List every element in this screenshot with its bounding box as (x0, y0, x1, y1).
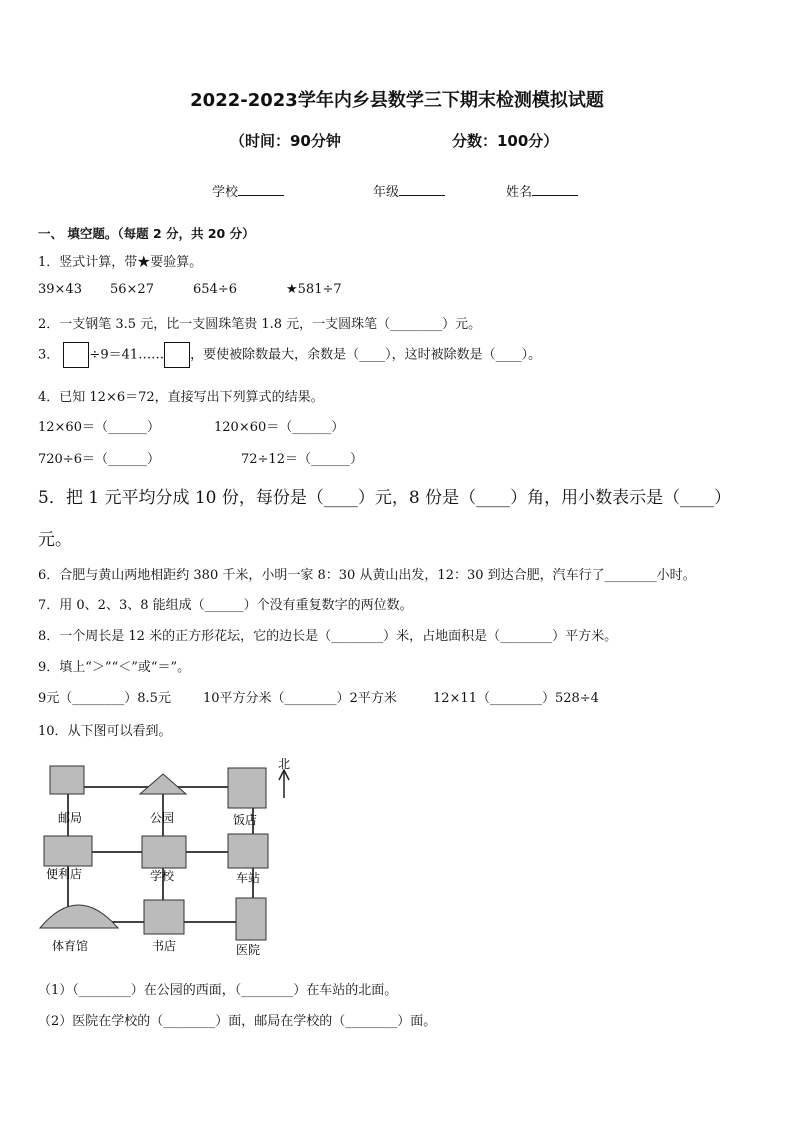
question-10-2: （2）医院在学校的（________）面，邮局在学校的（________）面。 (38, 1014, 437, 1029)
question-2: 2．一支钢笔 3.5 元，比一支圆珠笔贵 1.8 元，一支圆珠笔（________）元。 (38, 317, 482, 332)
question-6: 6．合肥与黄山两地相距约 380 千米，小明一家 8：30 从黄山出发，12：30 到达合肥，汽车行了________小时。 (38, 568, 696, 583)
q4-item: 120×60＝（______） (214, 420, 345, 435)
q1-item: ★581÷7 (286, 282, 342, 297)
q4-item: 12×60＝（______） (38, 420, 160, 435)
restaurant-icon (228, 768, 266, 808)
post-office-icon (50, 766, 84, 794)
map-buildings (40, 766, 268, 940)
park-icon (140, 774, 186, 794)
name-blank (532, 184, 578, 196)
question-7: 7．用 0、2、3、8 能组成（______）个没有重复数字的两位数。 (38, 598, 413, 613)
q9-item: 10平方分米（________）2平方米 (203, 691, 397, 706)
town-map-drawing (38, 752, 290, 964)
north-label: 北 (278, 757, 290, 771)
question-10: 10．从下图可以看到。 (38, 724, 172, 739)
school-blank (238, 184, 284, 196)
station-icon (228, 834, 268, 868)
dividend-box (63, 342, 89, 368)
store-icon (44, 836, 92, 866)
section-heading: 一、 填空题。（每题 2 分，共 20 分） (38, 226, 255, 241)
grade-label: 年级 (373, 185, 400, 200)
question-4: 4．已知 12×6＝72，直接写出下列算式的结果。 (38, 390, 324, 405)
grade-blank (399, 184, 445, 196)
name-field (506, 181, 578, 200)
map-label: 书店 (152, 939, 177, 953)
map-label: 车站 (236, 871, 261, 885)
q4-item: 72÷12＝（______） (241, 452, 363, 467)
q9-item: 12×11（________）528÷4 (433, 691, 599, 706)
question-5-cont: 元。 (38, 530, 72, 550)
q1-item: 654÷6 (193, 282, 237, 297)
hospital-icon (236, 898, 266, 940)
q9-item: 9元（________）8.5元 (38, 691, 171, 706)
q1-item: 56×27 (110, 282, 154, 297)
q1-item: 39×43 (38, 282, 82, 297)
map-label: 便利店 (46, 867, 83, 881)
question-9: 9．填上“＞”“＜”或“＝”。 (38, 660, 191, 675)
map-label: 学校 (150, 869, 175, 883)
map-label: 饭店 (233, 813, 258, 827)
remainder-box (164, 342, 190, 368)
question-1: 1．竖式计算，带★要验算。 (38, 255, 203, 270)
question-5: 5．把 1 元平均分成 10 份，每份是（____）元，8 份是（____）角，用小数表示是（____） (38, 488, 732, 508)
bookstore-icon (144, 900, 184, 934)
q3-expression: ÷9＝41…… (89, 347, 165, 363)
q4-item: 720÷6＝（______） (38, 452, 160, 467)
exam-time: （时间：90分钟 (230, 132, 341, 150)
map-label: 体育馆 (52, 939, 89, 953)
grade-field (373, 181, 445, 200)
exam-score: 分数：100分） (452, 132, 559, 150)
school-icon (142, 836, 186, 868)
town-map (38, 752, 290, 964)
name-label: 姓名 (506, 185, 533, 200)
map-label: 医院 (236, 943, 261, 957)
page-title: 2022-2023学年内乡县数学三下期末检测模拟试题 (190, 90, 604, 111)
q3-question: ，要使被除数最大，余数是（____），这时被除数是（____）。 (190, 347, 542, 363)
school-field (212, 181, 284, 200)
q3-number: 3． (38, 347, 60, 363)
question-10-1: （1）（________）在公园的西面，（________）在车站的北面。 (38, 983, 398, 998)
map-label: 公园 (150, 811, 175, 825)
question-3 (38, 342, 541, 368)
gym-icon (40, 905, 118, 928)
map-label: 邮局 (58, 811, 83, 825)
question-8: 8．一个周长是 12 米的正方形花坛，它的边长是（________）米，占地面积是（________）平方米。 (38, 629, 618, 644)
school-label: 学校 (212, 185, 239, 200)
